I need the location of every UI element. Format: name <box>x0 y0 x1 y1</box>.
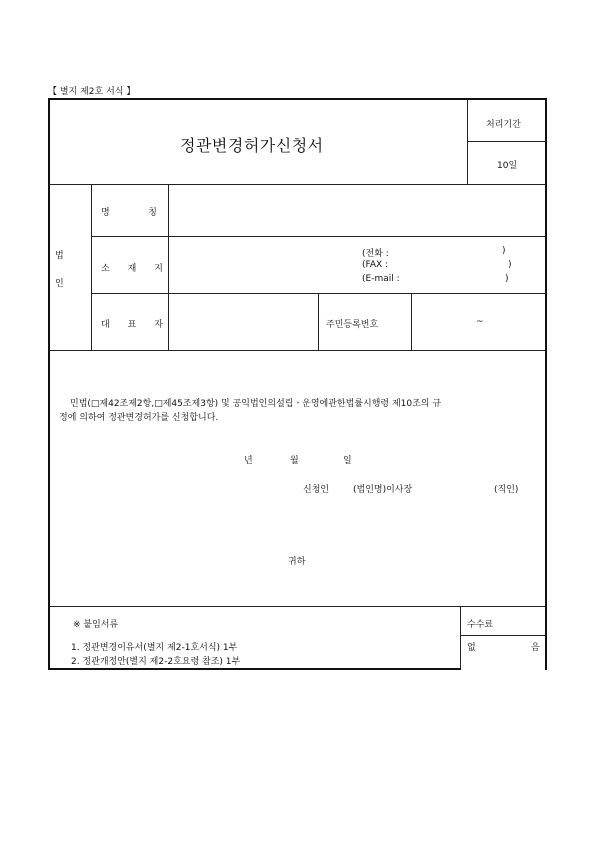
label-column-divider <box>168 184 169 350</box>
form-title: 정관변경허가신청서 <box>180 136 324 155</box>
group-label-line1: 법 <box>55 251 64 261</box>
applicant-org: (법인명)이사장 <box>353 485 413 495</box>
date-year: 년 <box>244 456 253 466</box>
applicant-bottom-line <box>49 350 546 351</box>
reg-no-divider-left <box>318 293 319 350</box>
rep-field[interactable] <box>170 295 316 348</box>
form-label: 【 별지 제2호 서식 】 <box>48 87 136 97</box>
rep-label: 대 표 자 <box>101 320 163 330</box>
processing-label: 처리기간 <box>486 120 521 130</box>
address-field[interactable] <box>170 238 544 291</box>
form-border-top <box>48 98 547 100</box>
email-contact: (E-mail : <box>362 274 400 284</box>
seal-mark: (직인) <box>494 485 519 495</box>
name-field[interactable] <box>170 186 544 234</box>
fee-label: 수수료 <box>467 620 494 630</box>
fax-contact: (FAX : <box>362 260 389 270</box>
header-bottom-line <box>49 184 546 185</box>
group-label-divider <box>91 184 92 350</box>
processing-value: 10일 <box>497 161 518 171</box>
phone-close: ) <box>502 246 506 256</box>
footer-top-line <box>49 606 546 607</box>
applicant-label: 신청인 <box>303 485 330 495</box>
statement-line2: 정에 의하여 정관변경허가를 신청합니다. <box>59 413 219 423</box>
group-label-line2: 인 <box>55 279 64 289</box>
name-row-line <box>91 236 546 237</box>
name-label: 명 칭 <box>101 208 157 218</box>
fee-value-left: 없 <box>467 643 476 653</box>
recipient: 귀하 <box>288 557 306 567</box>
date-month: 월 <box>290 456 299 466</box>
reg-no-separator: ~ <box>476 317 484 327</box>
fee-divider <box>460 606 461 670</box>
attachment-item: 1. 정관변경이유서(별지 제2-1호서식) 1부 <box>71 643 238 653</box>
form-border-bottom-left <box>48 668 461 670</box>
fax-close: ) <box>508 260 512 270</box>
reg-no-divider-right <box>411 293 412 350</box>
attachments-title: ※ 붙임서류 <box>73 620 119 630</box>
statement-line1: 민법(□제42조제2항,□제45조제3항) 및 공익법인의설립ㆍ운영에관한법률시행령 제10조의 규 <box>70 399 442 409</box>
fee-value-right: 음 <box>531 643 540 653</box>
reg-no-label: 주민등록번호 <box>326 320 379 330</box>
email-close: ) <box>505 274 509 284</box>
phone-contact: (전화 : <box>362 249 389 259</box>
address-label: 소 재 지 <box>101 264 163 274</box>
fee-row-line <box>460 635 546 636</box>
date-day: 일 <box>343 456 352 466</box>
processing-divider <box>467 141 546 142</box>
attachment-item: 2. 정관개정안(별지 제2-2호요령 참조) 1부 <box>71 657 241 667</box>
